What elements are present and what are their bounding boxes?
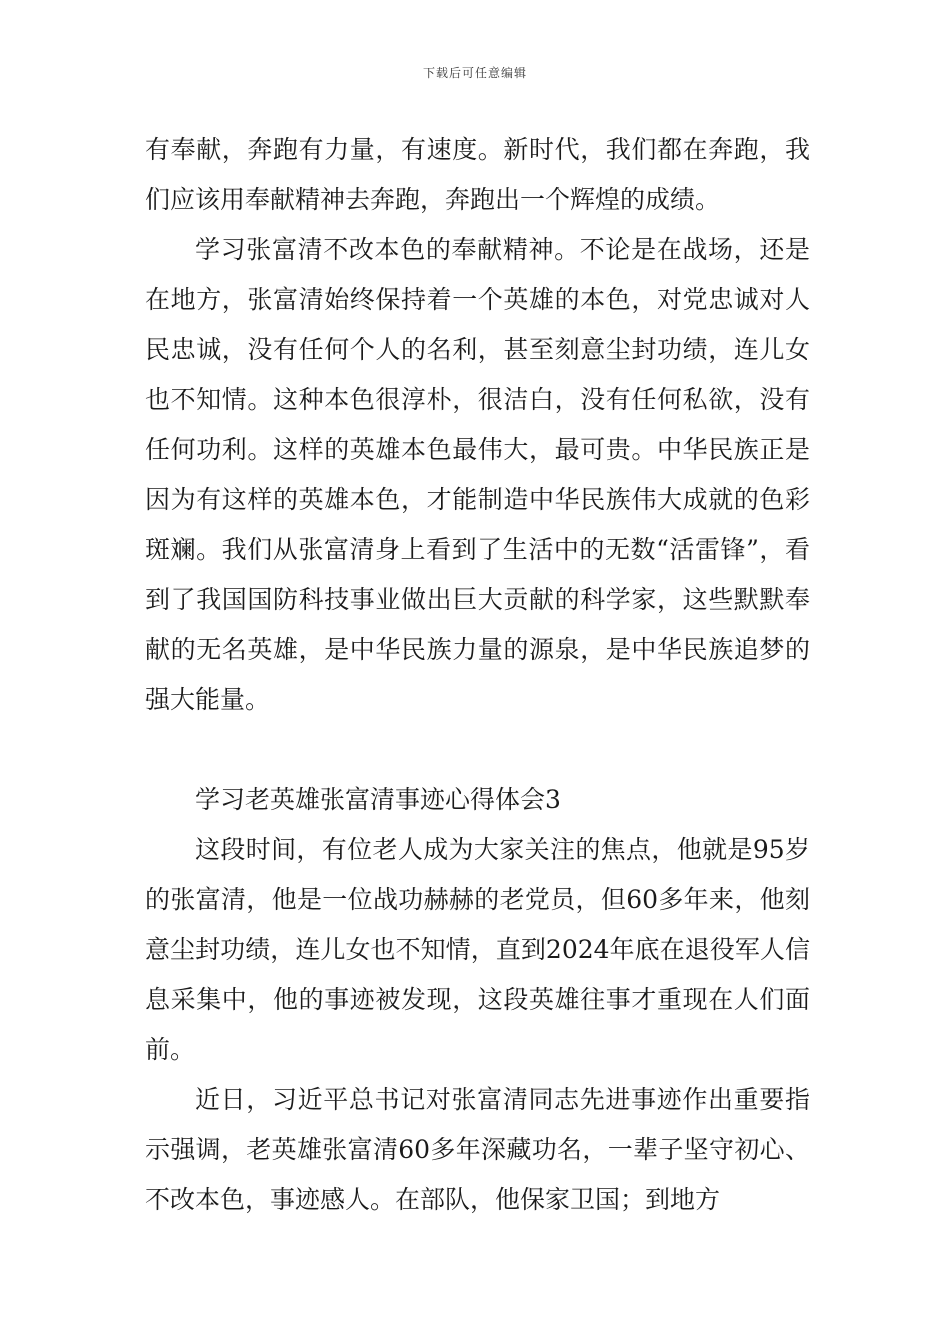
- paragraph: 学习张富清不改本色的奉献精神。不论是在战场，还是在地方，张富清始终保持着一个英雄的本色，对党忠诚对人民忠诚，没有任何个人的名利，甚至刻意尘封功绩，连儿女也不知情。这种本色很淳朴，很洁白，没有任何私欲，没有任何功利。这样的英雄本色最伟大，最可贵。中华民族正是因为有这样的英雄本色，才能制造中华民族伟大成就的色彩斑斓。我们从张富清身上看到了生活中的无数“活雷锋”，看到了我国国防科技事业做出巨大贡献的科学家，这些默默奉献的无名英雄，是中华民族力量的源泉，是中华民族追梦的强大能量。: [145, 235, 810, 714]
- paragraph: 有奉献，奔跑有力量，有速度。新时代，我们都在奔跑，我们应该用奉献精神去奔跑，奔跑出一个辉煌的成绩。: [145, 135, 810, 214]
- paragraph: 近日，习近平总书记对张富清同志先进事迹作出重要指示强调，老英雄张富清60多年深藏功名，一辈子坚守初心、不改本色，事迹感人。在部队，他保家卫国；到地方: [145, 1085, 810, 1214]
- section-heading: 学习老英雄张富清事迹心得体会3: [195, 785, 561, 814]
- paragraph-spacer: [145, 725, 810, 775]
- paragraph: 这段时间，有位老人成为大家关注的焦点，他就是95岁的张富清，他是一位战功赫赫的老党员，但60多年来，他刻意尘封功绩，连儿女也不知情，直到2024年底在退役军人信息采集中，他的事迹被发现，这段英雄往事才重现在人们面前。: [145, 835, 810, 1064]
- document-body: [145, 125, 810, 1225]
- page-header: 下载后可任意编辑: [422, 66, 527, 80]
